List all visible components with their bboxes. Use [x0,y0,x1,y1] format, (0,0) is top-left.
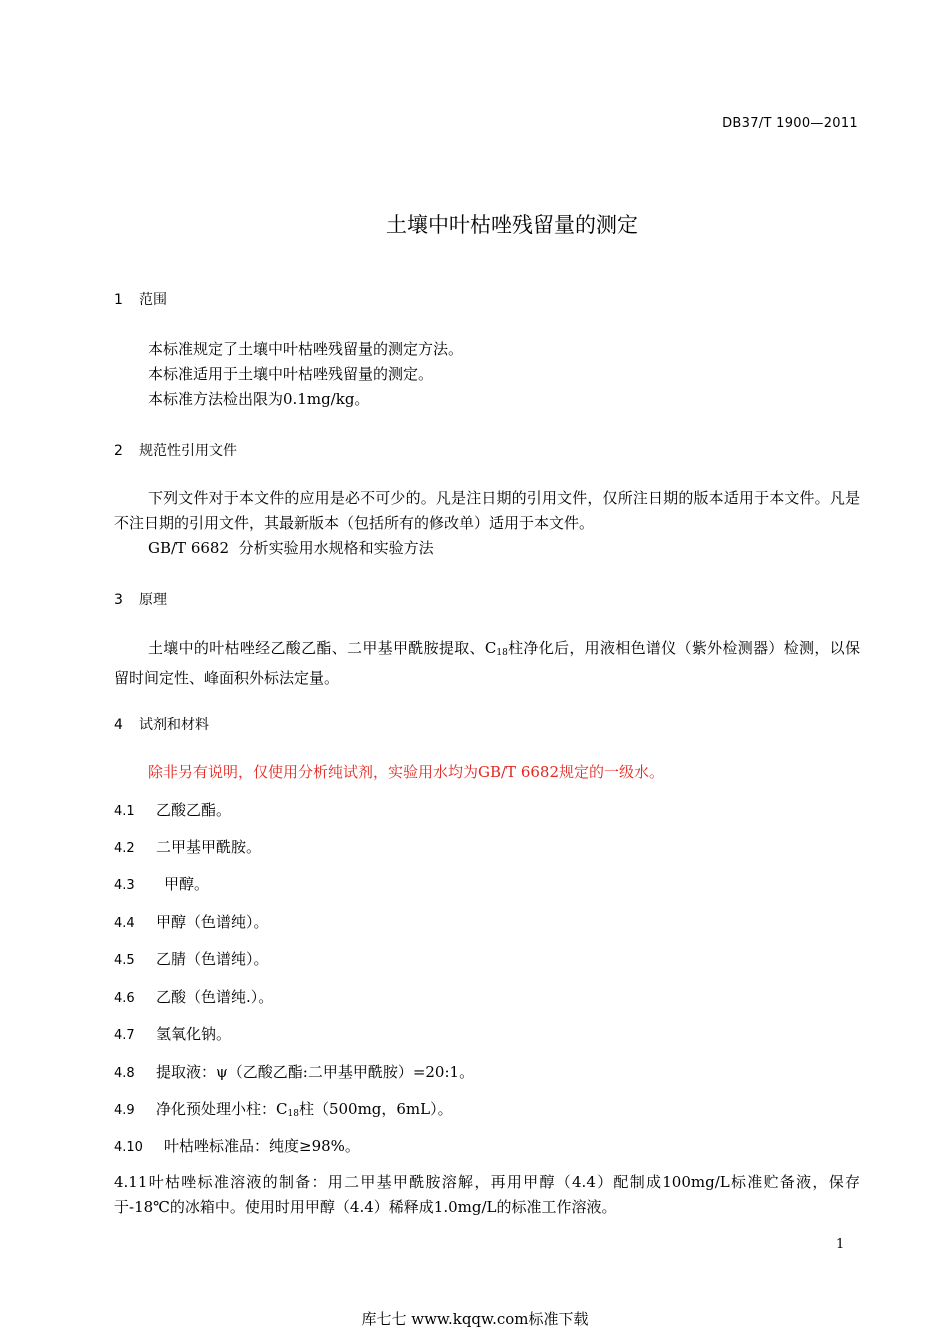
section-4-heading [114,714,209,734]
item-number: 4.5 [114,953,135,968]
section-3-heading [114,589,167,609]
item-4-1 [114,799,231,820]
item-number: 4.3 [114,878,135,893]
item-text-a: 净化预处理小柱：C [156,1100,288,1118]
page-number: 1 [836,1237,845,1252]
document-title: 土壤中叶枯唑残留量的测定 [386,213,638,237]
item-text: 乙酸乙酯。 [156,801,232,819]
item-4-11 [114,1170,860,1220]
item-text: 提取液：ψ（乙酸乙酯:二甲基甲酰胺）=20:1。 [156,1063,475,1081]
footer-watermark: 库七七 www.kqqw.com标准下载 [361,1310,589,1328]
item-text: 甲醇（色谱纯）。 [156,913,269,931]
s3-text-b: 柱净化后，用液相色谱仪（紫外检测器）检测，以保留时间定性、峰面积外标法定量。 [114,639,860,687]
item-number: 4.7 [114,1028,135,1043]
item-number: 4.4 [114,916,135,931]
item-4-6 [114,986,273,1007]
item-number: 4.6 [114,991,135,1006]
s2-paragraph: 下列文件对于本文件的应用是必不可少的。凡是注日期的引用文件，仅所注日期的版本适用于本文件。凡是不注日期的引用文件，其最新版本（包括所有的修改单）适用于本文件。 [114,489,860,532]
item-4-3 [114,873,209,894]
section-title: 原理 [139,592,167,608]
section-title: 范围 [139,292,167,308]
item-text: 二甲基甲酰胺。 [156,838,262,856]
item-number: 4.11 [114,1173,148,1191]
item-number: 4.8 [114,1066,135,1081]
item-number: 4.2 [114,841,135,856]
section-number: 4 [114,717,123,733]
section-title: 规范性引用文件 [139,443,237,459]
s1-line-1: 本标准规定了土壤中叶枯唑残留量的测定方法。 [148,340,464,358]
item-4-8 [114,1061,474,1082]
s1-line-3: 本标准方法检出限为0.1mg/kg。 [148,390,370,408]
item-text: 甲醇。 [164,875,210,893]
item-text: 氢氧化钠。 [156,1025,232,1043]
item-text-b: 柱（500mg，6mL）。 [298,1100,453,1118]
item-text: 叶枯唑标准溶液的制备：用二甲基甲酰胺溶解，再用甲醇（4.4）配制成100mg/L标准贮备液，保存于-18℃的冰箱中。使用时用甲醇（4.4）稀释成1.0mg/L的标准工作溶液。 [114,1173,860,1216]
s3-text-a: 土壤中的叶枯唑经乙酸乙酯、二甲基甲酰胺提取、C [148,639,497,657]
item-text: 乙酸（色谱纯.）。 [156,988,274,1006]
item-subscript: 18 [287,1109,299,1119]
s3-paragraph [114,636,860,691]
s2-reference [148,537,434,558]
item-text: 乙腈（色谱纯）。 [156,950,269,968]
s1-line-2: 本标准适用于土壤中叶枯唑残留量的测定。 [148,365,434,383]
section-2-heading [114,440,237,460]
item-text: 叶枯唑标准品：纯度≥98%。 [164,1137,360,1155]
s4-note: 除非另有说明，仅使用分析纯试剂，实验用水均为GB/T 6682规定的一级水。 [148,763,665,781]
item-number: 4.10 [114,1140,143,1155]
item-number: 4.1 [114,804,135,819]
standard-code: DB37/T 1900—2011 [722,116,858,131]
section-number: 2 [114,443,123,459]
item-4-7 [114,1023,231,1044]
item-4-4 [114,911,269,932]
section-1-heading [114,289,167,309]
reference-code: GB/T 6682 [148,539,230,557]
item-4-9 [114,1098,453,1119]
reference-title: 分析实验用水规格和实验方法 [238,539,434,557]
item-4-5 [114,948,269,969]
s3-subscript: 18 [496,648,508,658]
item-4-10 [114,1135,360,1156]
section-title: 试剂和材料 [139,717,209,733]
section-number: 1 [114,292,123,308]
item-4-2 [114,836,261,857]
section-number: 3 [114,592,123,608]
item-number: 4.9 [114,1103,135,1118]
